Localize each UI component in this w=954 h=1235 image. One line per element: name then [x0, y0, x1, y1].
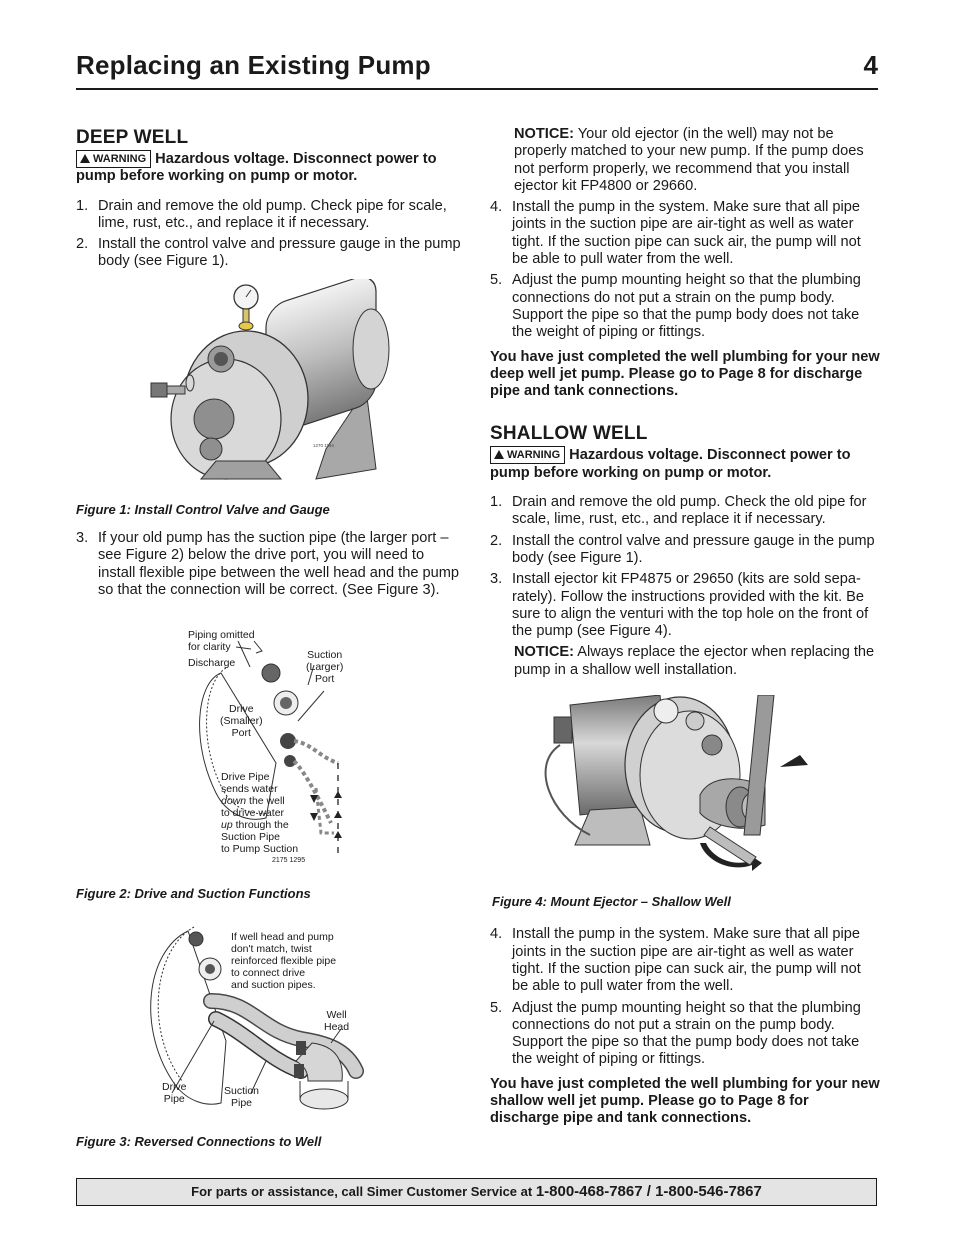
deep-well-complete-note: You have just completed the well plumbing for your new deep well jet pump. Please go to Page 8 for discharge pipe and tank connections.	[490, 348, 880, 400]
footer-text: For parts or assistance, call Simer Customer Service at	[191, 1184, 536, 1199]
shallow-well-heading: SHALLOW WELL	[490, 423, 648, 445]
deep-well-heading: DEEP WELL	[76, 127, 189, 148]
label-piping-omitted: Piping omitted for clarity	[188, 629, 255, 654]
footer-phone-numbers: 1-800-468-7867 / 1-800-546-7867	[535, 1183, 762, 1200]
warning-badge: WARNING	[76, 150, 151, 168]
label-suction-port: Suction (Larger) Port	[306, 649, 344, 686]
shallow-well-steps-b	[490, 926, 880, 1068]
figure-1-code: 1270 1194	[313, 442, 334, 448]
page-header	[76, 50, 878, 90]
figure-1	[76, 279, 462, 491]
label-well-head: Well Head	[324, 1008, 350, 1033]
list-item: 5. Adjust the pump mounting height so that the plumbing connections do not put a strain on the pump body. Support the pipe so that the pump body does not take the weight of piping or fittings.	[490, 272, 861, 341]
right-column	[490, 126, 880, 1128]
page-title: Replacing an Existing Pump	[76, 50, 431, 80]
label-drive-pipe-note: Drive Pipe sends water down the well to drive water up through the Suction Pipe to Pump Suction	[221, 771, 299, 856]
mount-ejector-illustration	[490, 695, 880, 887]
list-item: 2. Install the control valve and pressure gauge in the pump body (see Figure 1).	[76, 236, 461, 270]
figure-1-caption: Figure 1: Install Control Valve and Gauge	[76, 501, 330, 517]
figure-3-caption: Figure 3: Reversed Connections to Well	[76, 1133, 322, 1149]
list-item: 5. Adjust the pump mounting height so that the plumbing connections do not put a strain on the pump body. Support the pipe so that the pump body does not take the weight of piping or fittings.	[490, 999, 861, 1068]
deep-well-warning: WARNING Hazardous voltage. Disconnect power to pump before working on pump or motor.	[76, 151, 437, 185]
notice-ejector: NOTICE: Your old ejector (in the well) may not be properly matched to your new pump. If the pump does not perform properly, we recommend that you install ejector kit FP4800 or 29660.	[514, 126, 864, 194]
deep-well-steps-b	[490, 199, 880, 341]
list-item: 2. Install the control valve and pressure gauge in the pump body (see Figure 1).	[490, 532, 875, 566]
figure-4	[490, 695, 880, 887]
notice-replace-ejector: NOTICE: Always replace the ejector when replacing the pump in a shallow well installation.	[514, 644, 875, 678]
deep-well-steps-a	[76, 198, 462, 271]
list-item: 1. Drain and remove the old pump. Check the old pipe for scale, lime, rust, etc., and replace it if necessary.	[490, 494, 867, 528]
list-item: 4. Install the pump in the system. Make sure that all pipe joints in the suction pipe are air-tight as well as water tight. If the suction pipe can suck air, the pump will not be able to pull water from the well.	[490, 199, 861, 268]
customer-service-footer	[76, 1178, 877, 1206]
figure-2-code: 2175 1295	[272, 857, 306, 865]
list-item: 4. Install the pump in the system. Make sure that all pipe joints in the suction pipe are air-tight as well as water tight. If the suction pipe can suck air, the pump will not be able to pull water from the well.	[490, 926, 861, 995]
label-flexible-pipe-note: If well head and pump don't match, twist reinforced flexible pipe to connect drive and suction pipes.	[231, 930, 337, 991]
list-item: 3. Install ejector kit FP4875 or 29650 (kits are sold sepa-rately). Follow the instructions provided with the kit. Be sure to align the venturi with the top hole on the front of the pump (see Figure 4).	[490, 571, 869, 640]
pump-gauge-illustration	[76, 279, 462, 491]
left-column	[76, 126, 462, 1150]
label-drive-pipe: Drive Pipe	[162, 1080, 187, 1105]
label-drive-port: Drive (Smaller) Port	[220, 703, 263, 740]
figure-2	[76, 623, 462, 873]
label-suction-pipe: Suction Pipe	[224, 1084, 260, 1109]
figure-3	[76, 921, 462, 1127]
list-item: 3. If your old pump has the suction pipe (the larger port – see Figure 2) below the drive port, you will need to install flexible pipe between the well head and the pump so that the connection will be correct. (See Figure 3).	[76, 530, 460, 598]
warning-triangle-icon	[80, 154, 90, 163]
figure-4-caption: Figure 4: Mount Ejector – Shallow Well	[492, 894, 731, 910]
page-number: 4	[863, 50, 878, 80]
deep-well-step-3	[76, 530, 462, 599]
warning-badge: WARNING	[490, 446, 565, 464]
figure-2-caption: Figure 2: Drive and Suction Functions	[76, 886, 311, 902]
shallow-well-steps-a	[490, 494, 880, 640]
shallow-well-warning: WARNING Hazardous voltage. Disconnect power to pump before working on pump or motor.	[490, 447, 851, 481]
label-discharge: Discharge	[188, 657, 236, 670]
shallow-well-complete-note: You have just completed the well plumbing for your new shallow well jet pump. Please go to Page 8 for discharge pipe and tank connections.	[490, 1075, 880, 1127]
list-item: 1. Drain and remove the old pump. Check pipe for scale, lime, rust, etc., and replace it if necessary.	[76, 197, 447, 231]
warning-triangle-icon	[494, 450, 504, 459]
